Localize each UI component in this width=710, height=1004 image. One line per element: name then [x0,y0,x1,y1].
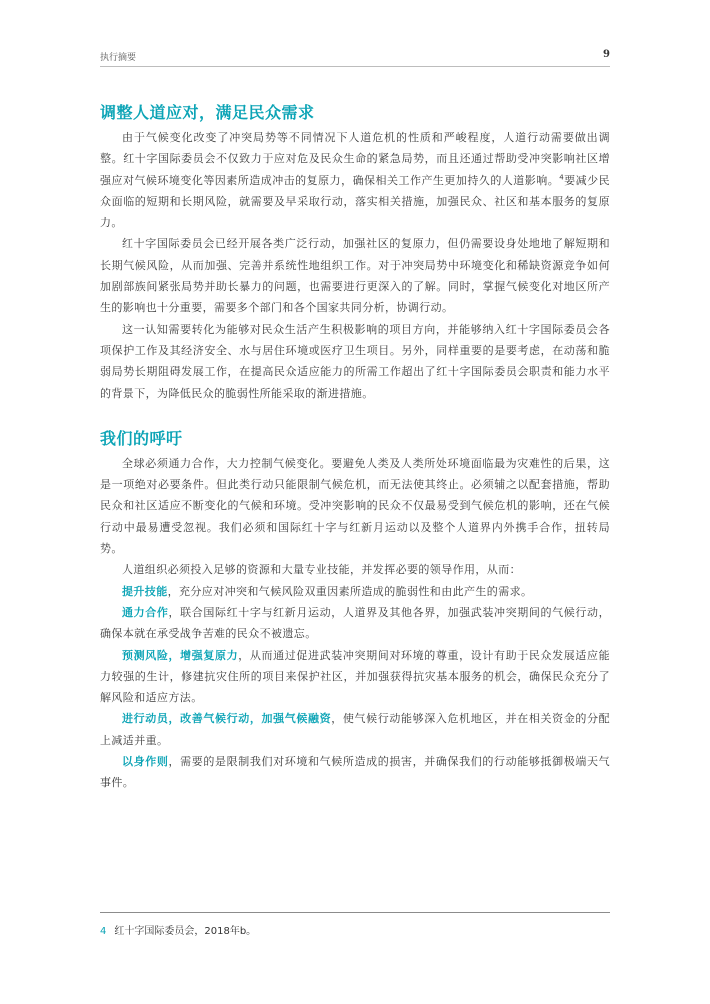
call-item-text: ，从而通过促进武装冲突期间对环境的尊重，设计有助于民众发展适应能力较强的生计，修建抗灾住所的项目来保护社区，并加强获得抗灾基本服务的机会，确保民众充分了解风险和适应方法。 [100,648,610,705]
footnote-text: 红十字国际委员会，2018年b。 [114,926,257,937]
call-item [100,602,610,645]
paragraph-text: 由于气候变化改变了冲突局势等不同情况下人道危机的性质和严峻程度，人道行动需要做出调整。红十字国际委员会不仅致力于应对危及民众生命的紧急局势，而且还通过帮助受冲突影响社区增强应对气候环境变化等因素所造成冲击的复原力，确保相关工作产生更加持久的人道影响。 [100,131,610,187]
section-heading-our-call: 我们的呼吁 [100,428,183,448]
section-heading-humanitarian-response: 调整人道应对，满足民众需求 [100,103,315,122]
page-number: 9 [603,49,610,60]
call-item-highlight: 通力合作 [122,605,169,619]
paragraph: 全球必须通力合作，大力控制气候变化。要避免人类及人类所处环境面临最为灾难性的后果，这是一项绝对必要条件。但此类行动只能限制气候危机，而无法使其终止。必须辅之以配套措施，帮助民众和社区适应不断变化的气候和环境。受冲突影响的民众不仅最易受到气候危机的影响，还在气候行动中最易遭受忽视。我们必须和国际红十字与红新月运动以及整个人道界内外携手合作，扭转局势。 [100,456,610,556]
call-item [100,708,610,751]
footnote-reference[interactable]: 4 [559,172,565,181]
call-item-highlight: 以身作则 [122,755,169,769]
footnote-number: 4 [100,926,107,937]
paragraph [100,127,610,233]
paragraph: 这一认知需要转化为能够对民众生活产生积极影响的项目方向，并能够纳入红十字国际委员会各项保护工作及其经济安全、水与居住环境或医疗卫生项目。另外，同样重要的是要考虑，在动荡和脆弱局势长期阻碍发展工作，在提高民众适应能力的所需工作超出了红十字国际委员会职责和能力水平的背景下，为降低民众的脆弱性所能采取的渐进措施。 [100,322,610,400]
main-content [100,100,610,794]
call-item-text: ，需要的是限制我们对环境和气候所造成的损害，并确保我们的行动能够抵御极端天气事件。 [100,755,610,790]
call-item-highlight: 提升技能 [122,584,168,598]
call-item-text: ，联合国际红十字与红新月运动，人道界及其他各界，加强武装冲突期间的气候行动，确保本就在承受战争苦难的民众不被遗忘。 [100,605,610,641]
page-header [100,48,610,67]
call-item [100,751,610,794]
call-item-text: ，充分应对冲突和气候风险双重因素所造成的脆弱性和由此产生的需求。 [167,584,533,598]
call-item-highlight: 进行动员，改善气候行动，加强气候融资 [122,712,332,726]
footnote-divider [100,912,610,913]
call-item-highlight: 预测风险，增强复原力 [122,648,239,662]
call-item [100,581,610,602]
footnote [100,922,256,937]
paragraph: 红十字国际委员会已经开展各类广泛行动，加强社区的复原力，但仍需要设身处地地了解短期和长期气候风险，从而加强、完善并系统性地组织工作。对于冲突局势中环境变化和稀缺资源竞争如何加剧部族间紧张局势并助长暴力的问题，也需要进行更深入的了解。同时，掌握气候变化对地区所产生的影响也十分重要，需要多个部门和各个国家共同分析，协调行动。 [100,237,610,315]
paragraph-text: 要减少民众面临的短期和长期风险，就需要及早采取行动，落实相关措施，加强民众、社区和基本服务的复原力。 [100,173,610,230]
call-item [100,645,610,709]
paragraph: 人道组织必须投入足够的资源和大量专业技能，并发挥必要的领导作用，从而： [122,563,521,577]
call-item-text: ，使气候行动能够深入危机地区，并在相关资金的分配上减适并重。 [100,712,610,747]
running-header-title: 执行摘要 [100,53,137,63]
